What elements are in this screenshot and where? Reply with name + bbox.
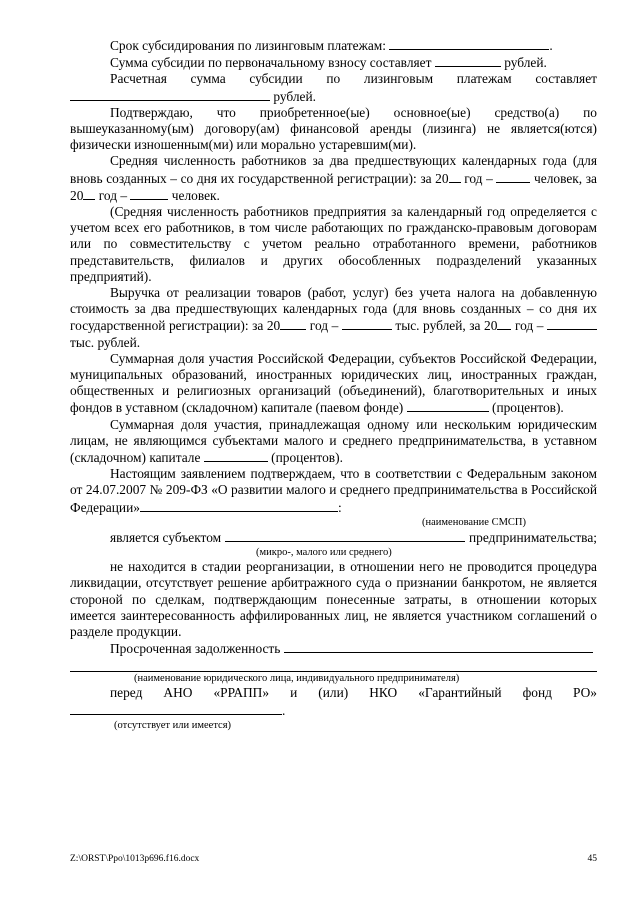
non-smb-share-paragraph: Суммарная доля участия, принадлежащая одному или нескольким юридическим лицам, не являющимся субъектами малого и среднего предпринимательства, в уставном (складочном) капитале (процентов). (70, 416, 597, 466)
revenue-value2-blank (547, 317, 597, 330)
year1-blank (449, 170, 461, 183)
note-entity-name: (наименование юридического лица, индивидуального предпринимателя) (134, 673, 460, 685)
page-number: 45 (587, 854, 597, 864)
confirmation-paragraph: Подтверждаю, что приобретенное(ые) основное(ые) средство(а) по вышеуказанному(ым) договору(ам) финансовой аренды (лизинга) не является(ются) физически изношенным(ми) или морально устаревшим(ми). (70, 104, 597, 153)
note-smsp-name: (наименование СМСП) (422, 516, 526, 528)
state-share-paragraph: Суммарная доля участия Российской Федерации, субъектов Российской Федерации, муниципальных образований, иностранных юридических лиц, иностранных граждан, общественных и религиозных организаций (объединений), благотворительных и иных фондов в уставном (складочном) капитале (паевом фонде) (процентов). (70, 350, 597, 416)
revenue-year2-blank (497, 317, 511, 330)
note-debt-status: (отсутствует или имеется) (114, 719, 232, 731)
declaration-paragraph: Настоящим заявлением подтверждаем, что в соответствии с Федеральным законом от 24.07.2007 № 209-ФЗ «О развитии малого и среднего предпринимательства в Российской Федерации» : (70, 466, 597, 515)
overdue-debt-blank (284, 640, 593, 653)
page-footer (70, 854, 597, 864)
file-path: Z:\ORST\Ppo\1013p696.f16.docx (70, 854, 200, 864)
revenue-value1-blank (342, 317, 392, 330)
revenue-paragraph: Выручка от реализации товаров (работ, услуг) без учета налога на добавленную стоимость за два предшествующих календарных года (для вновь созданных – со дня их государственной регистрации): за 20 год – тыс. рублей, за 20 год – тыс. рублей. (70, 285, 597, 350)
document-body (70, 37, 597, 732)
smsp-name-blank (140, 499, 338, 512)
initial-payment-blank (435, 54, 501, 67)
status-paragraph: не находится в стадии реорганизации, в отношении него не проводится процедура ликвидации, отсутствует решение арбитражного суда о признании банкротом, не является стороной по сделкам, подтверждающим понесенные затраты, в отношении которых имеется заинтересованность аффилированных лиц, не является участником соглашений о разделе продукции. (70, 559, 597, 639)
subsidy-term: Срок субсидирования по лизинговым платежам: . (110, 38, 553, 53)
employee-count-paragraph: Средняя численность работников за два предшествующих календарных года (для вновь созданных – со дня их государственной регистрации): за 20 год – человек, за 20 год – человек. (70, 153, 597, 203)
state-share-blank (407, 399, 489, 412)
non-smb-share-blank (204, 449, 268, 462)
employee-count-note: (Средняя численность работников предприятия за календарный год определяется с учетом всех его работников, в том числе работающих по гражданско-правовым договорам или по совместительству с учетом реально отработанного времени, работников представительств, филиалов и других обособленных подразделений указанных предприятий). (70, 204, 597, 284)
employees-year1-blank (496, 170, 530, 183)
subsidy-term-blank (389, 37, 549, 50)
leasing-subsidy-blank (70, 88, 270, 101)
subject-type-row: является субъектом предпринимательства; (110, 529, 597, 545)
employees-year2-blank (130, 187, 168, 200)
creditor-line: перед АНО «РРАПП» и (или) НКО «Гарантийный фонд РО» (110, 685, 597, 701)
overdue-debt-row: Просроченная задолженность (70, 640, 597, 657)
subject-type-blank (225, 529, 465, 542)
debt-status-blank (70, 702, 282, 715)
creditor-line2: . (70, 702, 597, 719)
year2-blank (83, 187, 95, 200)
revenue-year1-blank (280, 317, 306, 330)
entity-name-line (70, 657, 597, 672)
note-subject-type: (микро-, малого или среднего) (256, 547, 392, 559)
initial-payment-subsidy: Сумма субсидии по первоначальному взносу составляет рублей. (110, 55, 547, 71)
leasing-subsidy-line: Расчетная сумма субсидии по лизинговым платежам составляет (110, 71, 597, 87)
leasing-subsidy-line2: рублей. (70, 88, 597, 105)
